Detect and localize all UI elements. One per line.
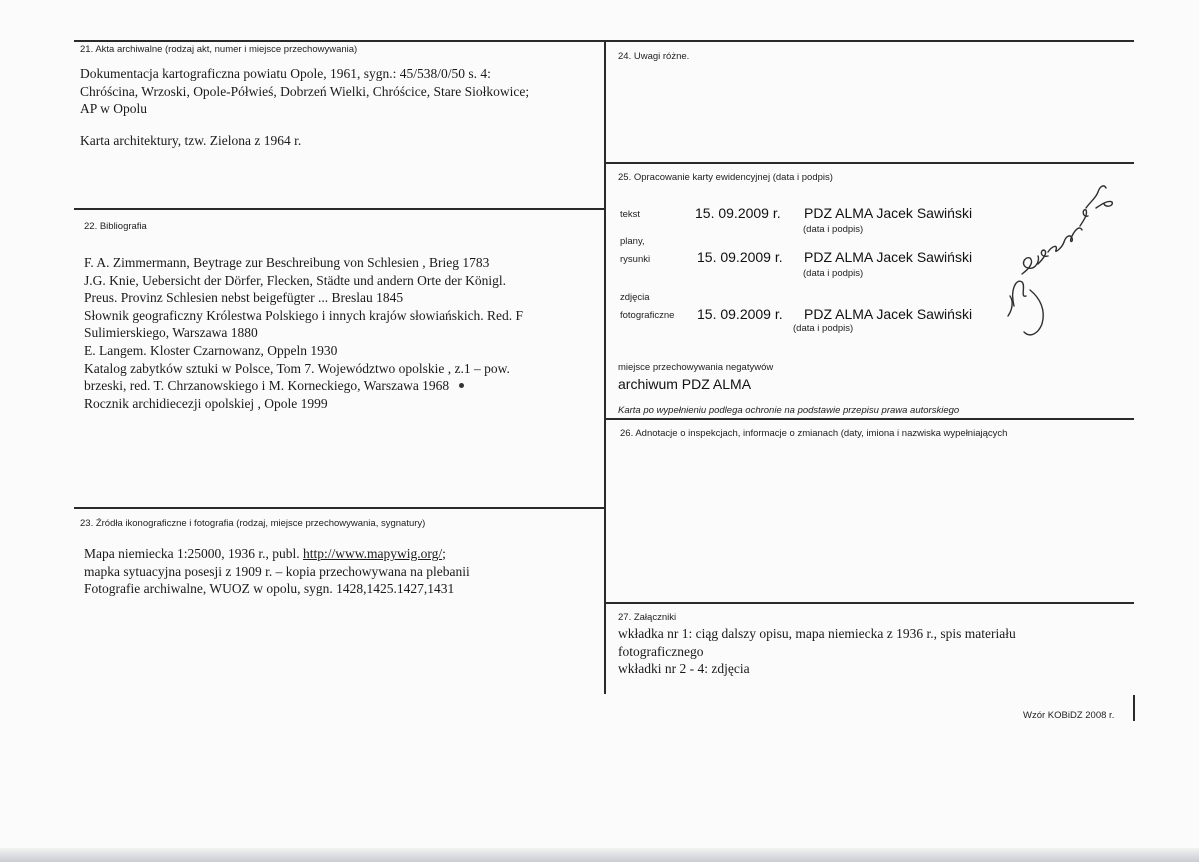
footer-bar bbox=[1133, 695, 1135, 721]
row-label-text: tekst bbox=[620, 209, 641, 220]
section-23-label: 23. Źródła ikonograficzne i fotografia (rodzaj, miejsce przechowywania, sygnatury) bbox=[80, 518, 426, 529]
row-label-plans: plany, bbox=[620, 236, 645, 247]
section-26-label: 26. Adnotacje o inspekcjach, informacje o zmianach (daty, imiona i nazwiska wypełniających bbox=[620, 428, 1008, 439]
row-note-photos: (data i podpis) bbox=[793, 323, 854, 334]
bibliography-entry: F. A. Zimmermann, Beytrage zur Beschreibung von Schlesien , Brieg 1783 bbox=[84, 255, 490, 270]
form-model-label: Wzór KOBiDZ 2008 r. bbox=[1023, 710, 1115, 721]
section-23-content bbox=[84, 545, 470, 598]
section-24-label: 24. Uwagi różne. bbox=[618, 51, 690, 62]
section-21-label: 21. Akta archiwalne (rodzaj akt, numer i miejsce przechowywania) bbox=[80, 44, 358, 55]
row-author-photos: PDZ ALMA Jacek Sawiński bbox=[804, 306, 973, 322]
copyright-note: Karta po wypełnieniu podlega ochronie na podstawie przepisu prawa autorskiego bbox=[618, 405, 960, 416]
row-note-text: (data i podpis) bbox=[803, 224, 864, 235]
bibliography-entry bbox=[84, 377, 523, 395]
bibliography-entry-text: brzeski, red. T. Chrzanowskiego i M. Korneckiego, Warszawa 1968 bbox=[84, 378, 450, 394]
section-23-line: Fotografie archiwalne, WUOZ w opolu, sygn. 1428,1425.1427,1431 bbox=[84, 581, 455, 597]
section-21-extra: Karta architektury, tzw. Zielona z 1964 r. bbox=[80, 133, 302, 148]
row-date-text: 15. 09.2009 r. bbox=[695, 205, 781, 221]
signature-image bbox=[1000, 178, 1130, 358]
section-27-label: 27. Załączniki bbox=[618, 612, 677, 623]
rule-25-26 bbox=[605, 418, 1134, 420]
scan-edge bbox=[0, 848, 1199, 862]
bibliography-list bbox=[84, 254, 523, 412]
bibliography-entry: Sulimierskiego, Warszawa 1880 bbox=[84, 325, 258, 341]
row-note-plans: (data i podpis) bbox=[803, 268, 864, 279]
section-25-label: 25. Opracowanie karty ewidencyjnej (data i podpis) bbox=[618, 172, 833, 183]
section-22-label: 22. Bibliografia bbox=[84, 221, 147, 232]
section-21-line: AP w Opolu bbox=[80, 101, 148, 117]
section-23-line: mapka sytuacyjna posesji z 1909 r. – kopia przechowywana na plebanii bbox=[84, 563, 470, 579]
section-21-line: Dokumentacja kartograficzna powiatu Opole, 1961, sygn.: 45/538/0/50 s. 4: bbox=[80, 66, 491, 81]
ink-dot bbox=[459, 383, 464, 388]
negatives-label: miejsce przechowywania negatywów bbox=[618, 362, 774, 373]
bibliography-entry: Słownik geograficzny Królestwa Polskiego i innych krajów słowiańskich. Red. F bbox=[84, 307, 524, 323]
map-reference: Mapa niemiecka 1:25000, 1936 r., publ. bbox=[84, 546, 303, 561]
center-divider bbox=[604, 40, 606, 694]
row-label-drawings: rysunki bbox=[620, 254, 651, 265]
row-date-plans: 15. 09.2009 r. bbox=[697, 249, 783, 265]
row-label-photographic: fotograficzne bbox=[620, 310, 675, 321]
bibliography-entry: J.G. Knie, Uebersicht der Dörfer, Flecken, Städte und andern Orte der Königl. bbox=[84, 272, 506, 288]
attachment-line: fotograficznego bbox=[618, 643, 704, 659]
map-link[interactable]: http://www.mapywig.org/ bbox=[302, 546, 443, 561]
bibliography-entry: Preus. Provinz Schlesien nebst beigefügter ... Breslau 1845 bbox=[84, 290, 404, 306]
section-21-content bbox=[80, 65, 529, 118]
attachment-line: wkładka nr 1: ciąg dalszy opisu, mapa niemiecka z 1936 r., spis materiału bbox=[618, 626, 1016, 641]
rule-22-23 bbox=[74, 507, 605, 509]
row-author-text: PDZ ALMA Jacek Sawiński bbox=[804, 205, 973, 221]
bibliography-entry: Katalog zabytków sztuki w Polsce, Tom 7. Województwo opolskie , z.1 – pow. bbox=[84, 360, 510, 376]
rule-24-25 bbox=[605, 162, 1134, 164]
section-23-line bbox=[84, 545, 470, 563]
attachments-list bbox=[618, 625, 1016, 678]
bibliography-entry: E. Langem. Kloster Czarnowanz, Oppeln 1930 bbox=[84, 342, 338, 358]
map-reference-end: ; bbox=[442, 546, 446, 561]
bibliography-entry: Rocznik archidiecezji opolskiej , Opole 1999 bbox=[84, 395, 328, 411]
row-author-plans: PDZ ALMA Jacek Sawiński bbox=[804, 249, 973, 265]
rule-26-27 bbox=[605, 602, 1134, 604]
section-21-line: Chróścina, Wrzoski, Opole-Półwieś, Dobrzeń Wielki, Chróścice, Stare Siołkowice; bbox=[80, 83, 530, 99]
row-date-photos: 15. 09.2009 r. bbox=[697, 306, 783, 322]
row-label-photos: zdjęcia bbox=[620, 292, 650, 303]
rule-21-22 bbox=[74, 208, 605, 210]
negatives-value: archiwum PDZ ALMA bbox=[618, 376, 752, 392]
attachment-line: wkładki nr 2 - 4: zdjęcia bbox=[618, 661, 750, 677]
